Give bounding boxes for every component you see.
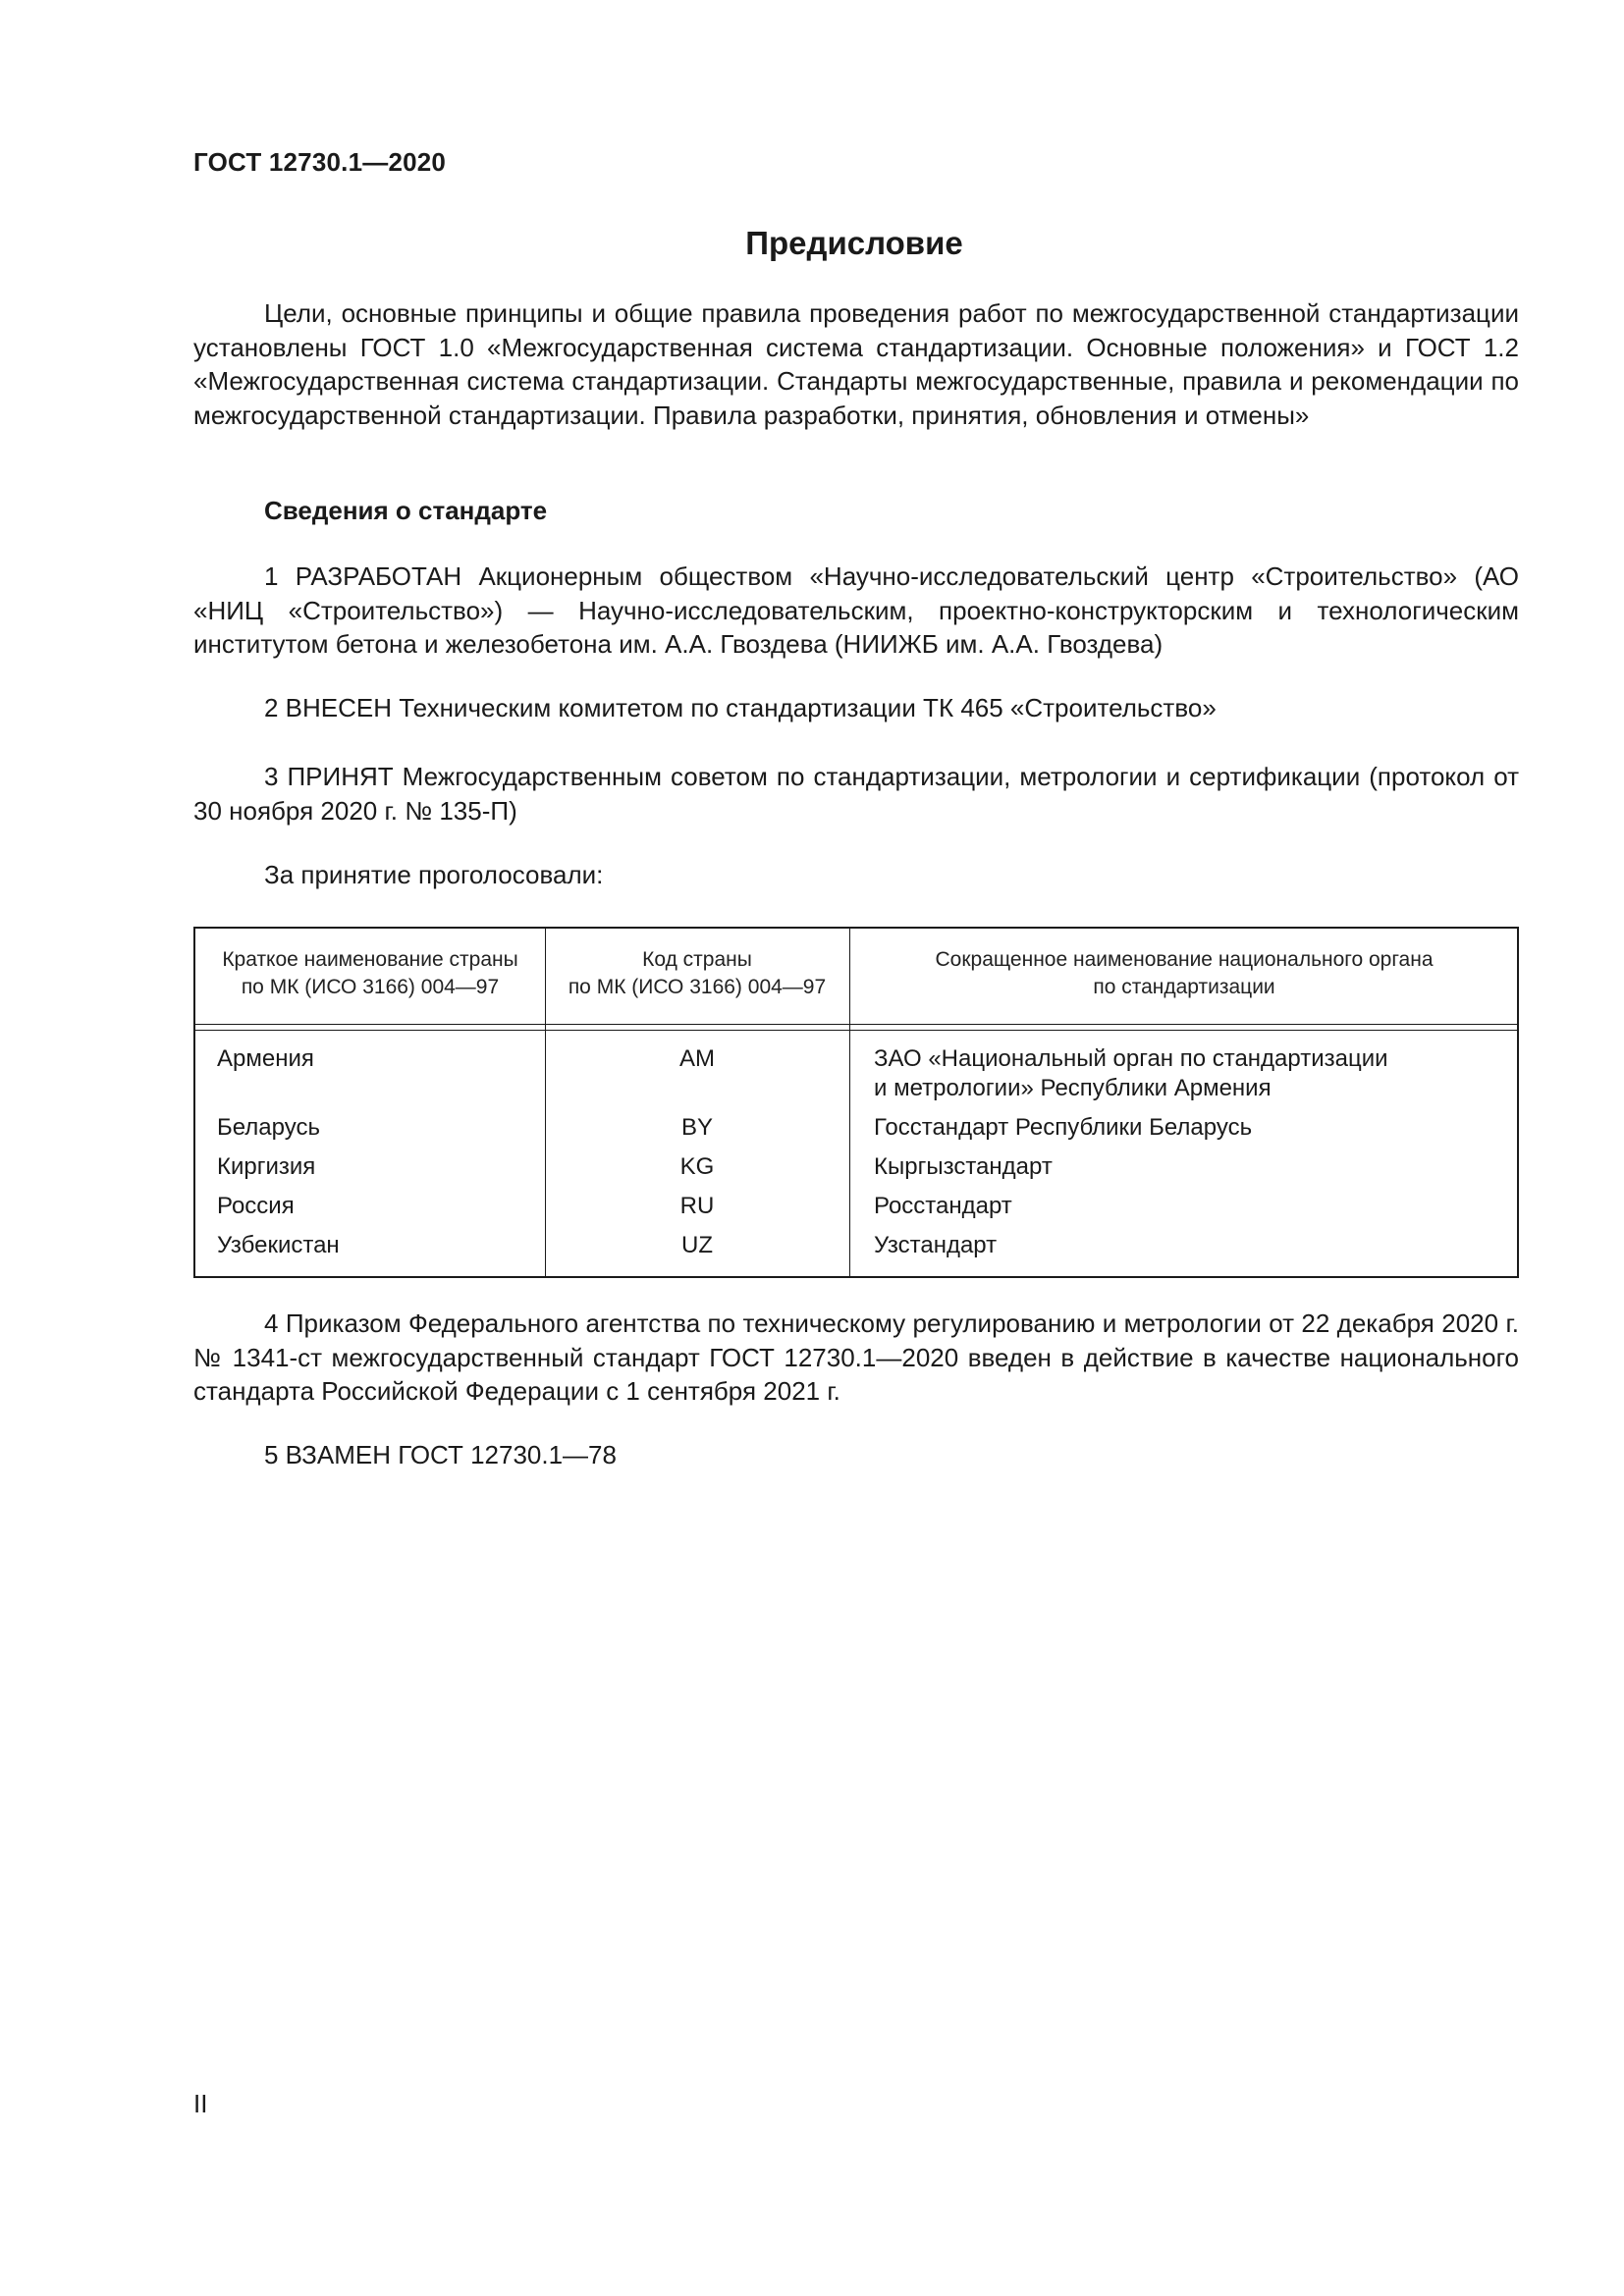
table-cell-code: RU bbox=[679, 1193, 715, 1219]
table-cell-code: KG bbox=[679, 1153, 715, 1180]
table-cell-country: Киргизия bbox=[217, 1153, 316, 1180]
header-country: Краткое наименование страны по МК (ИСО 3166) 004—97 bbox=[222, 948, 518, 998]
voted-label: За принятие проголосовали: bbox=[264, 860, 604, 889]
section-subheading: Сведения о стандарте bbox=[264, 496, 548, 525]
page-number: II bbox=[193, 2089, 208, 2118]
item-enacted: 4 Приказом Федерального агентства по техническому регулированию и метрологии от 22 декабря 2020 г. № 1341-ст межгосударственный стандарт ГОСТ 12730.1—2020 введен в действие в качестве национального стандарта Российской Федерации с 1 сентября 2021 г. bbox=[193, 1308, 1519, 1406]
table-cell-body: Кыргызстандарт bbox=[874, 1153, 1053, 1180]
table-cell-body: Росстандарт bbox=[874, 1193, 1012, 1219]
table-cell-country: Россия bbox=[217, 1193, 295, 1219]
page-title: Предисловие bbox=[745, 225, 963, 261]
table-header-rule bbox=[195, 1024, 1517, 1025]
table-cell-country: Армения bbox=[217, 1045, 314, 1072]
item-adopted: 3 ПРИНЯТ Межгосударственным советом по стандартизации, метрологии и сертификации (протокол от 30 ноября 2020 г. № 135-П) bbox=[193, 762, 1519, 826]
item-replaces: 5 ВЗАМЕН ГОСТ 12730.1—78 bbox=[264, 1440, 617, 1469]
table-header-rule bbox=[195, 1030, 1517, 1031]
table-cell-country: Узбекистан bbox=[217, 1232, 340, 1258]
intro-paragraph: Цели, основные принципы и общие правила проведения работ по межгосударственной стандартизации установлены ГОСТ 1.0 «Межгосударственная система стандартизации. Основные положения» и ГОСТ 1.2 «Межгосударственная система стандартизации. Стандарты межгосударственные, правила и рекомендации по межгосударственной стандартизации. Правила разработки, принятия, обновления и отмены» bbox=[193, 298, 1519, 430]
voting-table bbox=[193, 927, 1519, 1278]
table-cell-body: Госстандарт Республики Беларусь bbox=[874, 1114, 1253, 1141]
table-cell-code: AM bbox=[679, 1045, 715, 1072]
table-cell-body: Узстандарт bbox=[874, 1232, 998, 1258]
document-code: ГОСТ 12730.1—2020 bbox=[193, 147, 447, 177]
table-cell-code: UZ bbox=[681, 1232, 713, 1258]
header-code: Код страны по МК (ИСО 3166) 004—97 bbox=[568, 948, 827, 998]
table-cell-body: ЗАО «Национальный орган по стандартизации и метрологии» Республики Армения bbox=[874, 1045, 1388, 1101]
item-introduced: 2 ВНЕСЕН Техническим комитетом по стандартизации ТК 465 «Строительство» bbox=[264, 693, 1217, 722]
item-developed: 1 РАЗРАБОТАН Акционерным обществом «Научно-исследовательский центр «Строительство» (АО «НИЦ «Строительство») — Научно-исследовательским, проектно-конструкторским и технологическим институтом бетона и железобетона им. А.А. Гвоздева (НИИЖБ им. А.А. Гвоздева) bbox=[193, 561, 1519, 659]
header-body: Сокращенное наименование национального органа по стандартизации bbox=[935, 948, 1434, 998]
table-cell-code: BY bbox=[680, 1114, 713, 1141]
table-cell-country: Беларусь bbox=[217, 1114, 320, 1141]
